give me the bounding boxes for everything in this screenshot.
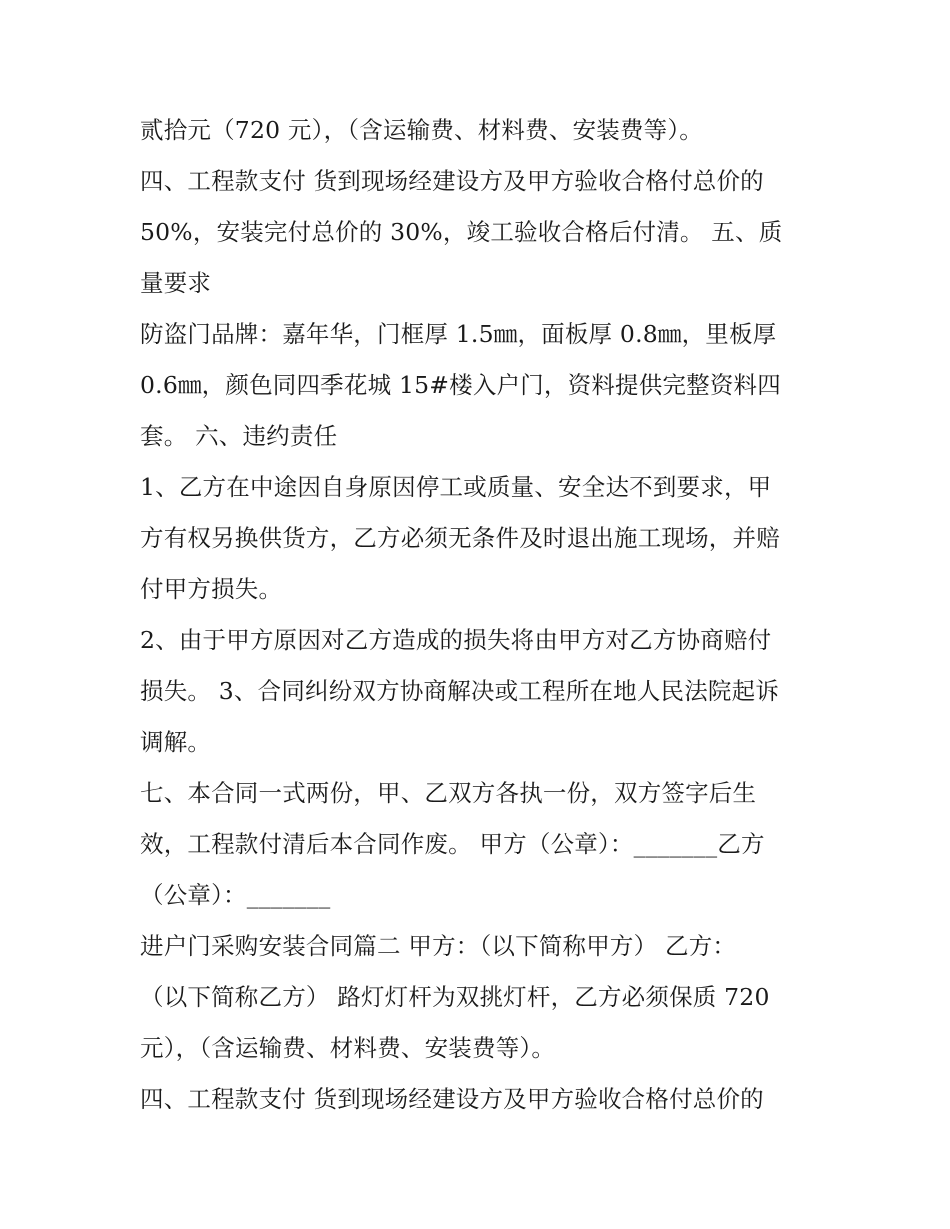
text-line: 效，工程款付清后本合同作废。 甲方（公章）：_______乙方	[140, 830, 765, 858]
text-line: 方有权另换供货方，乙方必须无条件及时退出施工现场，并赔	[140, 524, 780, 552]
text-line: 量要求	[140, 269, 212, 297]
text-line: 50%，安装完付总价的 30%，竣工验收合格后付清。 五、质	[140, 218, 783, 246]
text-line: （以下简称乙方） 路灯灯杆为双挑灯杆，乙方必须保质 720	[140, 983, 770, 1011]
text-line: 1、乙方在中途因自身原因停工或质量、安全达不到要求，甲	[140, 473, 772, 501]
text-line: 调解。	[140, 728, 212, 756]
text-line: 元），（含运输费、材料费、安装费等）。	[140, 1034, 556, 1062]
text-line: （公章）：_______	[140, 881, 331, 909]
text-line: 2、由于甲方原因对乙方造成的损失将由甲方对乙方协商赔付	[140, 626, 772, 654]
text-line: 套。 六、违约责任	[140, 422, 338, 450]
text-line: 损失。 3、合同纠纷双方协商解决或工程所在地人民法院起诉	[140, 677, 780, 705]
document-body	[140, 105, 830, 1125]
text-line: 进户门采购安装合同篇二 甲方：（以下简称甲方） 乙方：	[140, 932, 737, 960]
text-line: 付甲方损失。	[140, 575, 283, 603]
text-line: 四、工程款支付 货到现场经建设方及甲方验收合格付总价的	[140, 1085, 764, 1113]
text-line: 七、本合同一式两份，甲、乙双方各执一份，双方签字后生	[140, 779, 757, 807]
text-line: 防盗门品牌：嘉年华，门框厚 1.5㎜，面板厚 0.8㎜，里板厚	[140, 320, 777, 348]
text-line: 贰拾元（720 元），（含运输费、材料费、安装费等）。	[140, 116, 703, 144]
text-line: 四、工程款支付 货到现场经建设方及甲方验收合格付总价的	[140, 167, 764, 195]
text-line: 0.6㎜，颜色同四季花城 15#楼入户门，资料提供完整资料四	[140, 371, 781, 399]
